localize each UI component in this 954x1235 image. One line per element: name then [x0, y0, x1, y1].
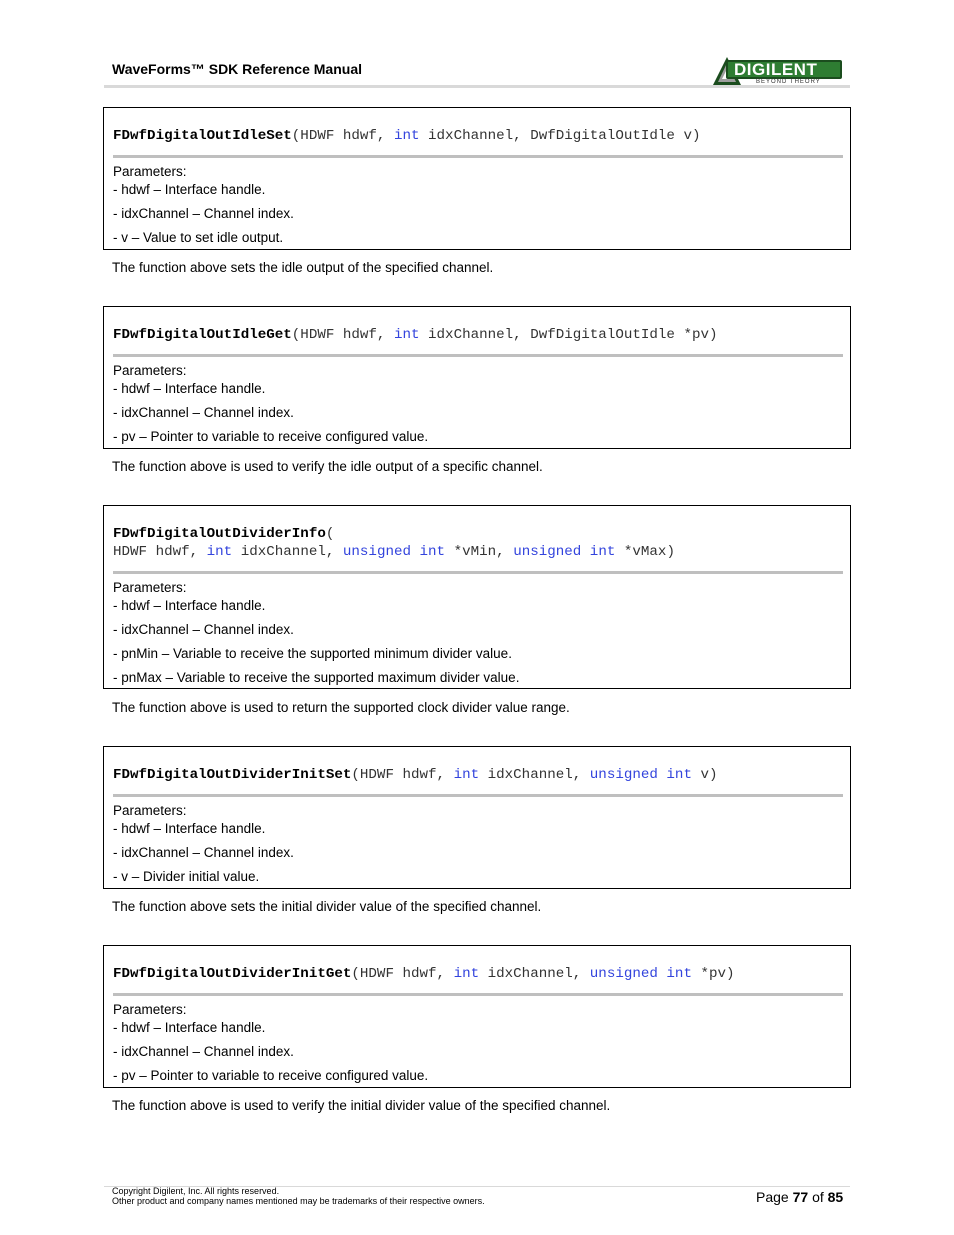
- type-keyword: unsigned int: [342, 544, 446, 560]
- signature-text: *pv): [691, 966, 735, 982]
- function-signature: [113, 965, 735, 983]
- page-total: 85: [827, 1189, 844, 1205]
- signature-divider: [113, 794, 843, 797]
- parameters-label: Parameters:: [113, 1002, 187, 1017]
- type-keyword: unsigned int: [513, 544, 616, 560]
- signature-text: idxChannel,: [479, 966, 590, 982]
- signature-text: idxChannel, DwfDigitalOutIdle *pv): [419, 327, 718, 343]
- function-description: The function above sets the initial divider value of the specified channel.: [112, 899, 542, 914]
- signature-text: (: [325, 526, 335, 542]
- function-name: FDwfDigitalOutDividerInitGet: [113, 966, 352, 982]
- signature-text: (HDWF hdwf,: [291, 327, 394, 343]
- parameters-label: Parameters:: [113, 580, 187, 595]
- function-description: The function above sets the idle output of the specified channel.: [112, 260, 494, 275]
- parameter-item: - idxChannel – Channel index.: [113, 1044, 294, 1059]
- parameter-item: - hdwf – Interface handle.: [113, 1020, 266, 1035]
- parameter-item: - idxChannel – Channel index.: [113, 206, 294, 221]
- function-signature: [113, 525, 675, 561]
- type-keyword: int: [453, 966, 480, 982]
- parameter-item: - hdwf – Interface handle.: [113, 381, 266, 396]
- digilent-logo: [712, 56, 843, 86]
- signature-text: *vMax): [615, 544, 675, 560]
- type-keyword: unsigned int: [589, 966, 692, 982]
- parameter-item: - pnMax – Variable to receive the supported maximum divider value.: [113, 670, 520, 685]
- signature-text: (HDWF hdwf,: [351, 767, 454, 783]
- signature-text: (HDWF hdwf,: [351, 966, 454, 982]
- signature-divider: [113, 354, 843, 357]
- parameters-list: [113, 1001, 428, 1091]
- signature-divider: [113, 993, 843, 996]
- function-description: The function above is used to verify the idle output of a specific channel.: [112, 459, 543, 474]
- signature-text: HDWF hdwf,: [113, 544, 207, 560]
- parameter-item: - hdwf – Interface handle.: [113, 598, 266, 613]
- function-signature: [113, 766, 718, 784]
- parameter-item: - pv – Pointer to variable to receive configured value.: [113, 1068, 429, 1083]
- signature-text: idxChannel,: [232, 544, 343, 560]
- parameter-item: - hdwf – Interface handle.: [113, 182, 266, 197]
- function-signature-box: [103, 505, 851, 689]
- parameter-item: - idxChannel – Channel index.: [113, 622, 294, 637]
- type-keyword: unsigned int: [589, 767, 692, 783]
- parameters-label: Parameters:: [113, 803, 187, 818]
- signature-text: (HDWF hdwf,: [291, 128, 394, 144]
- function-signature: [113, 127, 700, 145]
- page-prefix: Page: [756, 1189, 789, 1205]
- function-signature-box: [103, 306, 851, 449]
- parameters-list: [113, 579, 519, 693]
- type-keyword: int: [393, 128, 420, 144]
- logo-tagline: BEYOND THEORY: [756, 79, 821, 85]
- copyright-text: Copyright Digilent, Inc. All rights reserved.: [112, 1186, 280, 1196]
- function-description: The function above is used to return the supported clock divider value range.: [112, 700, 570, 715]
- document-title: WaveForms™ SDK Reference Manual: [112, 61, 362, 77]
- page-of: of: [812, 1189, 824, 1205]
- signature-text: idxChannel, DwfDigitalOutIdle v): [419, 128, 701, 144]
- function-name: FDwfDigitalOutDividerInfo: [113, 526, 326, 542]
- trademark-text: Other product and company names mentioned may be trademarks of their respective owners.: [112, 1196, 485, 1206]
- function-signature-box: [103, 945, 851, 1088]
- parameters-list: [113, 362, 428, 452]
- function-signature: [113, 326, 718, 344]
- type-keyword: int: [453, 767, 480, 783]
- logo-text: DIGILENT: [734, 60, 818, 79]
- signature-divider: [113, 571, 843, 574]
- parameters-label: Parameters:: [113, 164, 187, 179]
- function-name: FDwfDigitalOutDividerInitSet: [113, 767, 352, 783]
- parameters-label: Parameters:: [113, 363, 187, 378]
- function-signature-box: [103, 107, 851, 250]
- parameter-item: - pnMin – Variable to receive the supported minimum divider value.: [113, 646, 512, 661]
- function-name: FDwfDigitalOutIdleSet: [113, 128, 292, 144]
- parameter-item: - pv – Pointer to variable to receive configured value.: [113, 429, 429, 444]
- parameters-list: [113, 163, 294, 253]
- type-keyword: int: [206, 544, 233, 560]
- function-name: FDwfDigitalOutIdleGet: [113, 327, 292, 343]
- function-signature-box: [103, 746, 851, 889]
- signature-divider: [113, 155, 843, 158]
- parameter-item: - idxChannel – Channel index.: [113, 405, 294, 420]
- function-description: The function above is used to verify the initial divider value of the specified channel.: [112, 1098, 611, 1113]
- parameter-item: - v – Divider initial value.: [113, 869, 260, 884]
- signature-text: *vMin,: [445, 544, 514, 560]
- type-keyword: int: [393, 327, 420, 343]
- signature-text: v): [691, 767, 718, 783]
- page-current: 77: [792, 1189, 809, 1205]
- page-number: [756, 1189, 843, 1205]
- header-divider: [104, 85, 850, 88]
- signature-text: idxChannel,: [479, 767, 590, 783]
- parameter-item: - idxChannel – Channel index.: [113, 845, 294, 860]
- parameter-item: - hdwf – Interface handle.: [113, 821, 266, 836]
- parameter-item: - v – Value to set idle output.: [113, 230, 284, 245]
- parameters-list: [113, 802, 294, 892]
